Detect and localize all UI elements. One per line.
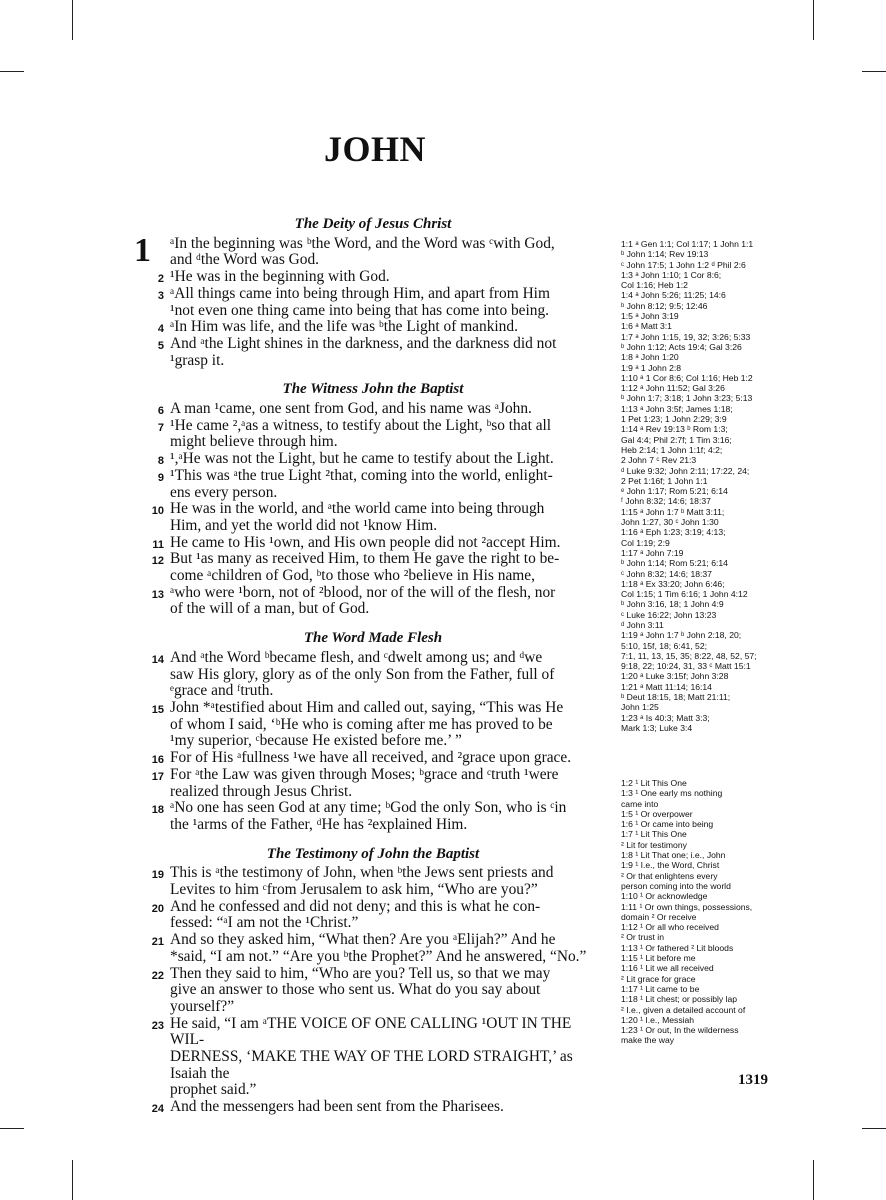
verse-number: 23 bbox=[151, 1019, 164, 1032]
verse-line: A man ¹came, one sent from God, and his name was ᵃJohn. bbox=[170, 400, 532, 418]
cross-reference-line: ᵇ John 1:7; 3:18; 1 John 3:23; 5:13 bbox=[621, 393, 753, 404]
cross-reference-line: 1:15 ᵃ John 1:7 ᵇ Matt 3:11; bbox=[621, 506, 725, 517]
cross-reference-line: ᵈ Luke 9:32; John 2:11; 17:22, 24; bbox=[621, 465, 750, 476]
verse-number: 17 bbox=[151, 770, 164, 783]
verse-number: 10 bbox=[151, 505, 164, 518]
section-heading: The Witness John the Baptist bbox=[282, 381, 464, 398]
verse bbox=[138, 468, 608, 501]
verse-line: For ᵃthe Law was given through Moses; ᵇgrace and ᶜtruth ¹were bbox=[170, 765, 559, 783]
verse bbox=[138, 585, 608, 618]
cross-reference-line: ᵇ John 1:14; Rom 5:21; 6:14 bbox=[621, 558, 728, 569]
verse-number: 7 bbox=[157, 421, 164, 434]
verse-number: 15 bbox=[151, 703, 164, 716]
cross-reference-line: 1:12 ᵃ John 11:52; Gal 3:26 bbox=[621, 383, 725, 394]
footnote-line: 1:10 ¹ Or acknowledge bbox=[621, 891, 708, 902]
verse-number: 4 bbox=[157, 323, 164, 336]
verse-line: of whom I said, ‘ᵇHe who is coming after me has proved to be bbox=[170, 715, 553, 733]
footnote-line: ² I.e., given a detailed account of bbox=[621, 1004, 746, 1015]
verse-line: ens every person. bbox=[170, 483, 278, 501]
cross-reference-line: ᶜ Luke 16:22; John 13:23 bbox=[621, 609, 717, 620]
cross-reference-line: Col 1:15; 1 Tim 6:16; 1 John 4:12 bbox=[621, 589, 748, 600]
cross-reference-line: 1:4 ᵃ John 5:26; 11:25; 14:6 bbox=[621, 290, 726, 301]
cross-reference-line: ᵈ John 3:11 bbox=[621, 619, 664, 630]
cross-reference-line: 2 Pet 1:16f; 1 John 1:1 bbox=[621, 475, 708, 486]
verse-number: 14 bbox=[151, 653, 164, 666]
verse-number: 18 bbox=[151, 804, 164, 817]
verse-number: 12 bbox=[151, 555, 164, 568]
cross-reference-line: 1 Pet 1:23; 1 John 2:29; 3:9 bbox=[621, 414, 727, 425]
crop-mark bbox=[72, 0, 73, 40]
verse-line: saw His glory, glory as of the only Son from the Father, full of bbox=[170, 665, 555, 683]
cross-reference-line: ᶠ John 8:32; 14:6; 18:37 bbox=[621, 496, 711, 507]
verse-line: For of His ᵃfullness ¹we have all received, and ²grace upon grace. bbox=[170, 749, 572, 767]
verse bbox=[138, 650, 608, 700]
section-heading: The Word Made Flesh bbox=[303, 630, 443, 647]
verse bbox=[138, 932, 608, 965]
verse-number: 2 bbox=[157, 273, 164, 286]
verse-line: prophet said.” bbox=[170, 1081, 257, 1099]
verse-line: realized through Jesus Christ. bbox=[170, 782, 353, 800]
footnote-line: 1:12 ¹ Or all who received bbox=[621, 922, 719, 933]
cross-reference-line: Gal 4:4; Phil 2:7f; 1 Tim 3:16; bbox=[621, 434, 732, 445]
verse bbox=[134, 231, 608, 269]
verse bbox=[138, 1016, 608, 1100]
verse-line: He came to His ¹own, and His own people did not ²accept Him. bbox=[170, 533, 561, 551]
cross-reference-line: 1:7 ᵃ John 1:15, 19, 32; 3:26; 5:33 bbox=[621, 331, 751, 342]
verse-line: ¹,ᵃHe was not the Light, but he came to testify about the Light. bbox=[170, 450, 554, 468]
verse-number: 21 bbox=[151, 936, 164, 949]
verse-line: *said, “I am not.” “Are you ᵇthe Prophet?” And he answered, “No.” bbox=[170, 947, 587, 965]
cross-reference-line: 1:14 ᵃ Rev 19:13 ᵇ Rom 1:3; bbox=[621, 424, 728, 435]
cross-reference-line: 1:5 ᵃ John 3:19 bbox=[621, 311, 679, 322]
verse-line: But ¹as many as received Him, to them He gave the right to be- bbox=[170, 550, 560, 568]
cross-reference-line: 1:8 ᵃ John 1:20 bbox=[621, 352, 679, 363]
verse-number: 3 bbox=[157, 289, 164, 302]
cross-reference-line: 1:9 ᵃ 1 John 2:8 bbox=[621, 362, 682, 373]
verse-line: of the will of a man, but of God. bbox=[170, 600, 370, 618]
verse-line: ¹He came ²,ᵃas a witness, to testify about the Light, ᵇso that all bbox=[170, 416, 552, 434]
verse-line: yourself?” bbox=[170, 997, 235, 1015]
cross-reference-line: 1:6 ᵃ Matt 3:1 bbox=[621, 321, 672, 332]
footnote-line: 1:17 ¹ Lit came to be bbox=[621, 983, 700, 994]
footnote-line: 1:5 ¹ Or overpower bbox=[621, 808, 693, 819]
cross-reference-line: John 1:25 bbox=[621, 702, 659, 713]
verse-line: And ᵃthe Light shines in the darkness, and the darkness did not bbox=[170, 334, 557, 352]
verse-number: 20 bbox=[151, 902, 164, 915]
verse-number: 22 bbox=[151, 969, 164, 982]
cross-reference-line: 1:1 ᵃ Gen 1:1; Col 1:17; 1 John 1:1 bbox=[621, 239, 754, 249]
cross-reference-line: ᵇ John 1:12; Acts 19:4; Gal 3:26 bbox=[621, 341, 742, 352]
verse-line: ¹my superior, ᶜbecause He existed before me.’ ” bbox=[170, 732, 462, 750]
footnote-line: person coming into the world bbox=[621, 880, 731, 891]
verse-line: the ¹arms of the Father, ᵈHe has ²explained Him. bbox=[170, 815, 468, 833]
footnote-line: 1:16 ¹ Lit we all received bbox=[621, 963, 714, 974]
verse bbox=[138, 899, 608, 932]
verse bbox=[138, 269, 608, 286]
footnote-line: domain ² Or receive bbox=[621, 911, 697, 922]
footnotes-column bbox=[621, 778, 781, 1046]
verse bbox=[138, 700, 608, 750]
footnote-line: 1:13 ¹ Or fathered ² Lit bloods bbox=[621, 942, 734, 953]
cross-reference-line: 1:19 ᵃ John 1:7 ᵇ John 2:18, 20; bbox=[621, 630, 742, 641]
cross-reference-line: Heb 2:14; 1 John 1:1f; 4:2; bbox=[621, 444, 723, 455]
cross-reference-line: 1:17 ᵃ John 7:19 bbox=[621, 547, 684, 558]
footnote-line: 1:18 ¹ Lit chest; or possibly lap bbox=[621, 994, 738, 1005]
verse-number: 13 bbox=[151, 588, 164, 601]
verse bbox=[138, 501, 608, 534]
footnote-line: 1:6 ¹ Or came into being bbox=[621, 819, 714, 830]
cross-references-column bbox=[621, 239, 781, 733]
verse-number: 11 bbox=[152, 538, 164, 551]
footnote-line: make the way bbox=[621, 1035, 675, 1046]
verse-line: ¹grasp it. bbox=[170, 351, 225, 369]
verse-line: ᵃAll things came into being through Him, and apart from Him bbox=[170, 284, 550, 302]
footnote-line: 1:2 ¹ Lit This One bbox=[621, 778, 687, 788]
verse bbox=[138, 551, 608, 584]
cross-reference-line: 1:23 ᵃ Is 40:3; Matt 3:3; bbox=[621, 712, 710, 723]
verse bbox=[138, 401, 608, 418]
footnote-line: 1:23 ¹ Or out, In the wilderness bbox=[621, 1025, 739, 1036]
cross-reference-line: ᵉ John 1:17; Rom 5:21; 6:14 bbox=[621, 486, 728, 497]
verse-number: 9 bbox=[157, 471, 164, 484]
verse-line: might believe through him. bbox=[170, 433, 338, 451]
verse-number: 8 bbox=[157, 455, 164, 468]
cross-reference-line: 1:3 ᵃ John 1:10; 1 Cor 8:6; bbox=[621, 269, 722, 280]
cross-reference-line: ᵇ Deut 18:15, 18; Matt 21:11; bbox=[621, 692, 731, 703]
cross-reference-line: 1:13 ᵃ John 3:5f; James 1:18; bbox=[621, 403, 733, 414]
crop-mark bbox=[72, 1160, 73, 1200]
crop-mark bbox=[813, 0, 814, 40]
crop-mark bbox=[813, 1160, 814, 1200]
footnote-line: 1:11 ¹ Or own things, possessions, bbox=[621, 901, 753, 912]
verse-number: 24 bbox=[151, 1103, 164, 1116]
verse-line: ¹He was in the beginning with God. bbox=[170, 268, 390, 286]
page-number: 1319 bbox=[738, 1072, 768, 1088]
verse-line: This is ᵃthe testimony of John, when ᵇthe Jews sent priests and bbox=[170, 864, 554, 882]
verse bbox=[138, 865, 608, 898]
cross-reference-line: ᵇ John 8:12; 9:5; 12:46 bbox=[621, 300, 708, 311]
verse bbox=[138, 1099, 608, 1116]
verse-number: 19 bbox=[151, 869, 164, 882]
verse-line: John *ᵃtestified about Him and called out, saying, “This was He bbox=[170, 698, 564, 716]
verse bbox=[138, 750, 608, 767]
verse bbox=[138, 966, 608, 1016]
verse-line: ¹This was ᵃthe true Light ²that, coming into the world, enlight- bbox=[170, 466, 553, 484]
verse-line: And the messengers had been sent from the Pharisees. bbox=[170, 1098, 504, 1116]
verse-line: ᵉgrace and ᶠtruth. bbox=[170, 682, 274, 700]
verse bbox=[138, 800, 608, 833]
page-title: JOHN bbox=[323, 129, 426, 169]
verse-number: 6 bbox=[157, 405, 164, 418]
cross-reference-line: John 1:27, 30 ᶜ John 1:30 bbox=[621, 517, 719, 528]
crop-mark bbox=[0, 1128, 24, 1129]
verse-line: ᵃNo one has seen God at any time; ᵇGod the only Son, who is ᶜin bbox=[170, 799, 567, 817]
cross-reference-line: Col 1:16; Heb 1:2 bbox=[621, 280, 688, 291]
chapter-number: 1 bbox=[134, 231, 151, 269]
crop-mark bbox=[862, 71, 886, 72]
footnote-line: 1:15 ¹ Lit before me bbox=[621, 953, 696, 964]
footnote-line: came into bbox=[621, 798, 659, 809]
cross-reference-line: 1:10 ᵃ 1 Cor 8:6; Col 1:16; Heb 1:2 bbox=[621, 372, 753, 383]
verse-line: DERNESS, ‘MAKE THE WAY OF THE LORD STRAIGHT,’ as Isaiah the bbox=[170, 1048, 573, 1082]
verse-line: And ᵃthe Word ᵇbecame flesh, and ᶜdwelt among us; and ᵈwe bbox=[170, 648, 543, 666]
footnote-line: ² Lit grace for grace bbox=[621, 973, 696, 984]
crop-mark bbox=[0, 71, 24, 72]
cross-reference-line: Col 1:19; 2:9 bbox=[621, 537, 670, 548]
verse bbox=[138, 451, 608, 468]
footnote-line: 1:3 ¹ One early ms nothing bbox=[621, 788, 723, 799]
footnote-line: ² Or that enlightens every bbox=[621, 870, 718, 881]
verse bbox=[138, 535, 608, 552]
verse-line: And so they asked him, “What then? Are you ᵃElijah?” And he bbox=[170, 931, 556, 949]
cross-reference-line: 7:1, 11, 13, 15, 35; 8:22, 48, 52, 57; bbox=[621, 650, 757, 661]
verse-number: 16 bbox=[151, 754, 164, 767]
cross-reference-line: 1:18 ᵃ Ex 33:20; John 6:46; bbox=[621, 578, 725, 589]
verse-line: And he confessed and did not deny; and this is what he con- bbox=[170, 897, 541, 915]
cross-reference-line: 9:18, 22; 10:24, 31, 33 ᶜ Matt 15:1 bbox=[621, 661, 751, 672]
verse-line: ¹not even one thing came into being that has come into being. bbox=[170, 301, 550, 319]
verse-number: 5 bbox=[157, 339, 164, 352]
cross-reference-line: ᵇ John 1:14; Rev 19:13 bbox=[621, 249, 709, 260]
verse-line: He said, “I am ᵃTHE VOICE OF ONE CALLING ¹OUT IN THE WIL- bbox=[170, 1014, 572, 1049]
verse-line: give an answer to those who sent us. What do you say about bbox=[170, 981, 541, 999]
crop-mark bbox=[862, 1128, 886, 1129]
verse bbox=[138, 767, 608, 800]
footnote-line: ² Lit for testimony bbox=[621, 839, 687, 850]
cross-reference-line: 5:10, 15f, 18; 6:41, 52; bbox=[621, 640, 708, 651]
section-heading: The Deity of Jesus Christ bbox=[294, 216, 452, 232]
verse-line: ᵃwho were ¹born, not of ²blood, nor of the will of the flesh, nor bbox=[170, 583, 556, 601]
verse-line: ᵃIn Him was life, and the life was ᵇthe Light of mankind. bbox=[170, 318, 518, 336]
verse-line: and ᵈthe Word was God. bbox=[170, 251, 320, 269]
section-heading: The Testimony of John the Baptist bbox=[266, 845, 480, 862]
main-text-column bbox=[134, 216, 608, 1116]
footnote-line: 1:8 ¹ Lit That one; i.e., John bbox=[621, 850, 726, 861]
verse bbox=[138, 418, 608, 451]
cross-reference-line: Mark 1:3; Luke 3:4 bbox=[621, 722, 693, 733]
verse-line: ᵃIn the beginning was ᵇthe Word, and the Word was ᶜwith God, bbox=[170, 234, 555, 252]
verse bbox=[138, 286, 608, 319]
cross-reference-line: 1:21 ᵃ Matt 11:14; 16:14 bbox=[621, 681, 712, 692]
verse bbox=[138, 336, 608, 369]
verse-line: come ᵃchildren of God, ᵇto those who ²believe in His name, bbox=[170, 567, 535, 585]
cross-reference-line: ᶜ John 17:5; 1 John 1:2 ᵈ Phil 2:6 bbox=[621, 259, 746, 270]
cross-reference-line: ᶜ John 8:32; 14:6; 18:37 bbox=[621, 568, 712, 579]
footnote-line: 1:20 ¹ I.e., Messiah bbox=[621, 1014, 695, 1025]
verse-line: fessed: “ᵃI am not the ¹Christ.” bbox=[170, 914, 359, 932]
cross-reference-line: ᵇ John 3:16, 18; 1 John 4:9 bbox=[621, 599, 724, 610]
verse bbox=[138, 319, 608, 336]
verse-line: Him, and yet the world did not ¹know Him. bbox=[170, 516, 438, 534]
footnote-line: 1:9 ¹ I.e., the Word, Christ bbox=[621, 860, 720, 871]
footnote-line: 1:7 ¹ Lit This One bbox=[621, 829, 687, 840]
footnote-line: ² Or trust in bbox=[621, 932, 664, 943]
cross-reference-line: 2 John 7 ᶜ Rev 21:3 bbox=[621, 455, 697, 466]
verse-line: Levites to him ᶜfrom Jerusalem to ask him, “Who are you?” bbox=[170, 881, 538, 899]
verse-line: Then they said to him, “Who are you? Tell us, so that we may bbox=[170, 964, 551, 982]
cross-reference-line: 1:16 ᵃ Eph 1:23; 3:19; 4:13; bbox=[621, 527, 726, 538]
cross-reference-line: 1:20 ᵃ Luke 3:15f; John 3:28 bbox=[621, 671, 729, 682]
verse-line: He was in the world, and ᵃthe world came into being through bbox=[170, 500, 545, 518]
